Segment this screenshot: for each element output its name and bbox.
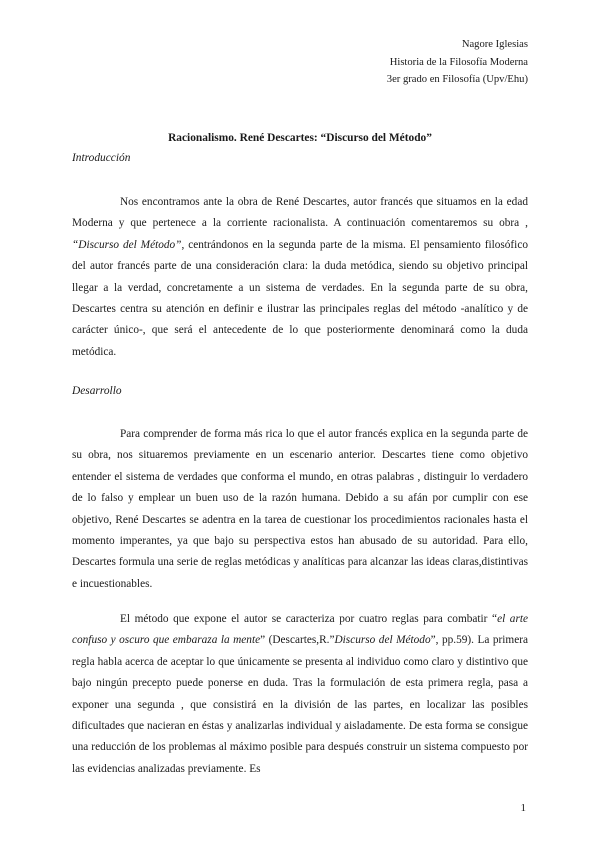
p1-text-b: , centrándonos en la segunda parte de la misma. El pensamiento filosófico del autor francés parte de una consideración clara: la duda metódica, siendo su objetivo principal llegar a la verdad, concretamente a un sistema de verdades. En la segunda parte de su obra, Descartes centra su atención en definir e ilustrar las principales reglas del método -analítico y de carácter único-, que será el antecedente de lo que posteriormente denominará como la duda metódica. xyxy=(72,238,528,358)
development-heading: Desarrollo xyxy=(72,385,122,397)
paragraph-intro xyxy=(72,192,528,363)
p1-work-title: “Discurso del Método” xyxy=(72,238,182,251)
header-block xyxy=(387,36,528,89)
course-name: Historia de la Filosofía Moderna xyxy=(389,56,528,68)
p3-text-a: El método que expone el autor se caracteriza por cuatro reglas para combatir “ xyxy=(120,613,498,625)
intro-heading: Introducción xyxy=(72,152,131,164)
p3-quote: el arte confuso y oscuro que embaraza la mente xyxy=(72,613,529,647)
p3-text-c: ”, pp.59). La primera regla habla acerca de aceptar lo que únicamente se presenta al individuo como claro y distintivo que bajo ningún precepto puede ponerse en duda. Tras la formulación de esta primera regla, pasa a exponer una segunda , que consistirá en la división de las partes, en localizar las posibles dificultades que nacieran en éstas y analizarlas individual y aisladamente. De esta forma se consigue una reducción de los problemas al máximo posible para después construir un sistema compuesto por las evidencias analizadas previamente. Es xyxy=(72,634,528,775)
page-number: 1 xyxy=(520,802,526,814)
p3-work-title: Discurso del Método xyxy=(334,634,431,647)
paragraph-development-1: Para comprender de forma más rica lo que el autor francés explica en la segunda parte de su obra, nos situaremos previamente en un escenario anterior. Descartes tiene como objetivo entender el sistema de verdades que conforma el mundo, en otras palabras , distinguir lo verdadero de lo falso y emplear un buen uso de la razón humana. Debido a su afán por cumplir con ese objetivo, René Descartes se adentra en la tarea de cuestionar los procedimientos racionales hasta el momento imperantes, ya que bajo su perspectiva estos han abusado de su autoridad. Para ello, Descartes formula una serie de reglas metódicas y analíticas para alcanzar las ideas claras,distintivas e incuestionables. xyxy=(72,428,528,590)
p3-text-b: ” (Descartes,R.” xyxy=(260,634,335,647)
p1-text-a: Nos encontramos ante la obra de René Descartes, autor francés que situamos en la edad Moderna y que pertenece a la corriente racionalista. A continuación comentaremos su obra , xyxy=(72,196,528,230)
grade-info: 3er grado en Filosofía (Upv/Ehu) xyxy=(386,74,528,85)
document-title: Racionalismo. René Descartes: “Discurso del Método” xyxy=(168,132,432,144)
paragraph-development-2 xyxy=(72,609,528,780)
author-name: Nagore Iglesias xyxy=(461,39,528,50)
